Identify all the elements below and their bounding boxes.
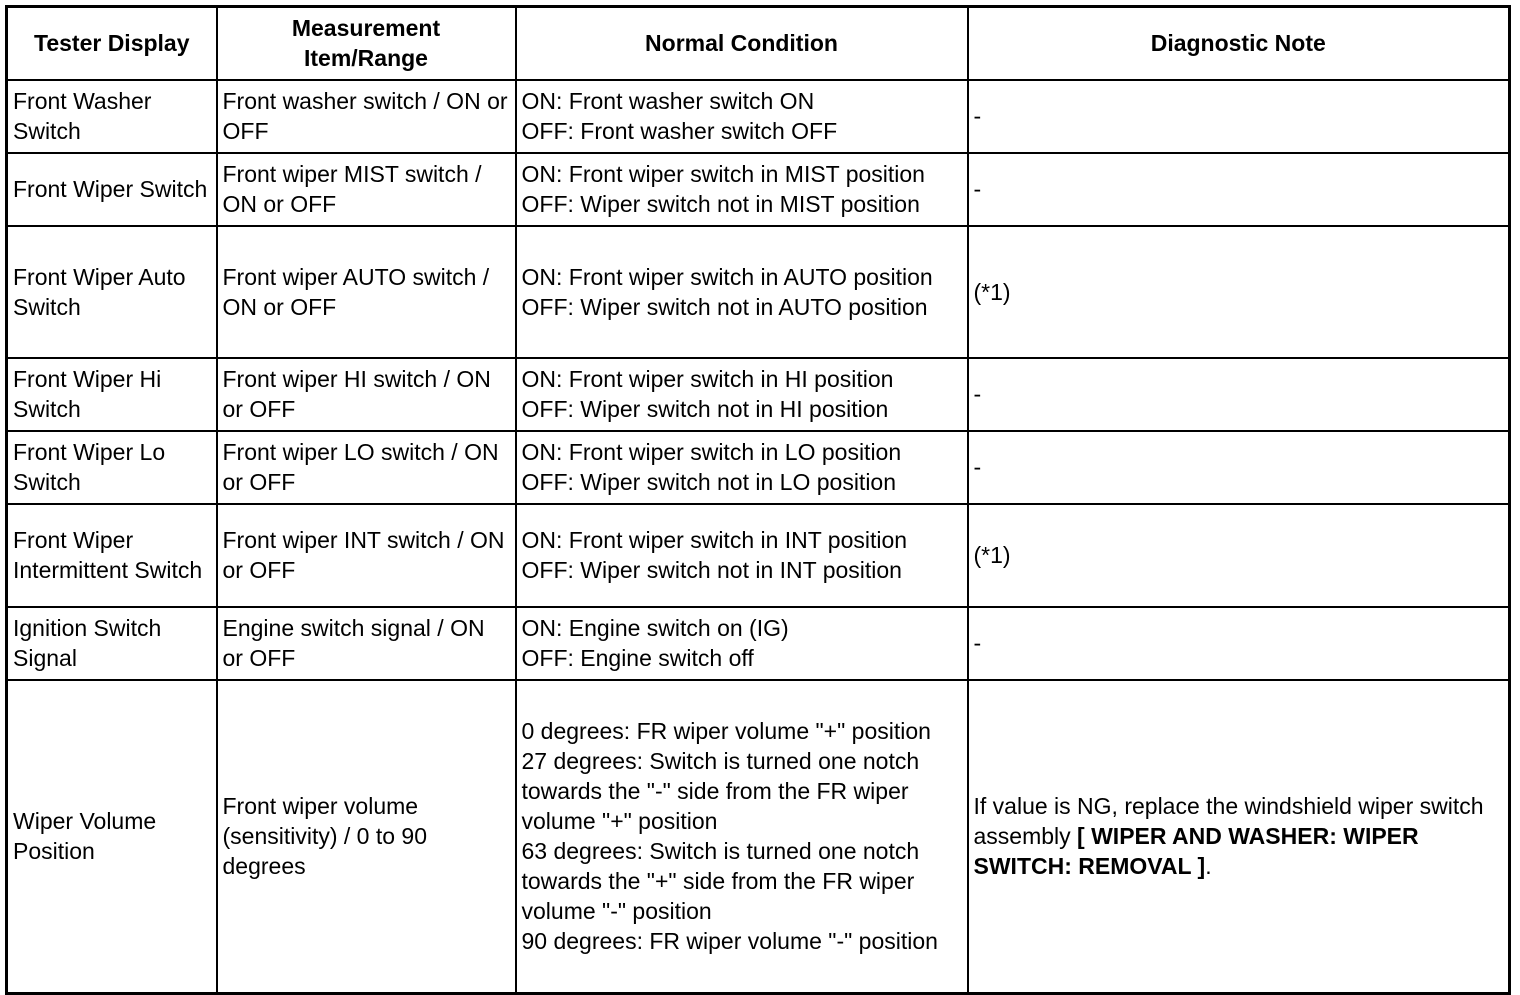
normal-condition-line: OFF: Engine switch off bbox=[521, 645, 754, 671]
cell-normal-condition bbox=[516, 226, 968, 358]
note-text: If value is NG, replace the windshield wiper switch assembly bbox=[973, 793, 1484, 850]
cell-measurement: Front wiper MIST switch / ON or OFF bbox=[217, 153, 516, 226]
cell-diagnostic-note: (*1) bbox=[968, 226, 1510, 358]
normal-condition-line: ON: Engine switch on (IG) bbox=[521, 615, 789, 641]
cell-diagnostic-note: - bbox=[968, 431, 1510, 504]
normal-condition-line: 0 degrees: FR wiper volume "+" position bbox=[521, 718, 931, 745]
normal-condition-line: ON: Front wiper switch in HI position bbox=[521, 366, 894, 392]
table-row bbox=[7, 153, 1510, 226]
cell-measurement: Front wiper volume (sensitivity) / 0 to 90 degrees bbox=[217, 680, 516, 994]
normal-condition-line: ON: Front wiper switch in INT position bbox=[521, 527, 908, 553]
cell-diagnostic-note bbox=[968, 680, 1510, 994]
cell-normal-condition bbox=[516, 607, 968, 680]
table-row bbox=[7, 226, 1510, 358]
normal-condition-line: ON: Front washer switch ON bbox=[521, 88, 815, 114]
normal-condition-line: 90 degrees: FR wiper volume "-" position bbox=[521, 928, 938, 955]
normal-condition-line: OFF: Front washer switch OFF bbox=[521, 118, 838, 144]
cell-diagnostic-note: - bbox=[968, 607, 1510, 680]
normal-condition-line: ON: Front wiper switch in MIST position bbox=[521, 161, 925, 187]
cell-diagnostic-note: - bbox=[968, 358, 1510, 431]
table-row bbox=[7, 431, 1510, 504]
cell-normal-condition bbox=[516, 153, 968, 226]
normal-condition-line: OFF: Wiper switch not in AUTO position bbox=[521, 293, 928, 320]
normal-condition-line: OFF: Wiper switch not in LO position bbox=[521, 469, 897, 495]
cell-measurement: Front washer switch / ON or OFF bbox=[217, 80, 516, 153]
cell-normal-condition bbox=[516, 680, 968, 994]
table-row bbox=[7, 607, 1510, 680]
cell-measurement: Front wiper LO switch / ON or OFF bbox=[217, 431, 516, 504]
header-normal-condition: Normal Condition bbox=[516, 7, 968, 80]
normal-condition-line: 63 degrees: Switch is turned one notch towards the "+" side from the FR wiper volume "-" position bbox=[521, 838, 920, 925]
table-row bbox=[7, 358, 1510, 431]
cell-tester-display: Ignition Switch Signal bbox=[7, 607, 217, 680]
cell-measurement: Front wiper INT switch / ON or OFF bbox=[217, 504, 516, 607]
cell-tester-display: Front Wiper Lo Switch bbox=[7, 431, 217, 504]
cell-measurement: Front wiper AUTO switch / ON or OFF bbox=[217, 226, 516, 358]
table-row bbox=[7, 504, 1510, 607]
cell-normal-condition bbox=[516, 358, 968, 431]
header-measurement-line2: Item/Range bbox=[304, 45, 428, 72]
cell-tester-display: Front Washer Switch bbox=[7, 80, 217, 153]
normal-condition-line: OFF: Wiper switch not in MIST position bbox=[521, 191, 920, 217]
cell-normal-condition bbox=[516, 504, 968, 607]
cell-normal-condition bbox=[516, 431, 968, 504]
cell-tester-display: Wiper Volume Position bbox=[7, 680, 217, 994]
normal-condition-line: 27 degrees: Switch is turned one notch towards the "-" side from the FR wiper volume "+" position bbox=[521, 748, 920, 835]
removal-procedure-link[interactable]: [ WIPER AND WASHER: WIPER SWITCH: REMOVAL ] bbox=[973, 823, 1419, 880]
cell-diagnostic-note: - bbox=[968, 80, 1510, 153]
cell-measurement: Engine switch signal / ON or OFF bbox=[217, 607, 516, 680]
normal-condition-line: ON: Front wiper switch in AUTO position bbox=[521, 263, 933, 290]
note-suffix: . bbox=[1205, 853, 1212, 880]
cell-measurement: Front wiper HI switch / ON or OFF bbox=[217, 358, 516, 431]
cell-tester-display: Front Wiper Hi Switch bbox=[7, 358, 217, 431]
header-measurement-line1: Measurement bbox=[291, 15, 441, 42]
cell-tester-display: Front Wiper Auto Switch bbox=[7, 226, 217, 358]
cell-tester-display: Front Wiper Intermittent Switch bbox=[7, 504, 217, 607]
cell-diagnostic-note: (*1) bbox=[968, 504, 1510, 607]
header-diagnostic-note: Diagnostic Note bbox=[968, 7, 1510, 80]
cell-diagnostic-note: - bbox=[968, 153, 1510, 226]
normal-condition-line: OFF: Wiper switch not in HI position bbox=[521, 396, 889, 422]
diagnostic-data-table bbox=[5, 5, 1511, 995]
header-tester-display: Tester Display bbox=[7, 7, 217, 80]
cell-tester-display: Front Wiper Switch bbox=[7, 153, 217, 226]
table-row bbox=[7, 80, 1510, 153]
header-measurement-item bbox=[217, 7, 516, 80]
table-header-row bbox=[7, 7, 1510, 80]
table-row bbox=[7, 680, 1510, 994]
normal-condition-line: OFF: Wiper switch not in INT position bbox=[521, 557, 902, 583]
cell-normal-condition bbox=[516, 80, 968, 153]
normal-condition-line: ON: Front wiper switch in LO position bbox=[521, 439, 902, 465]
